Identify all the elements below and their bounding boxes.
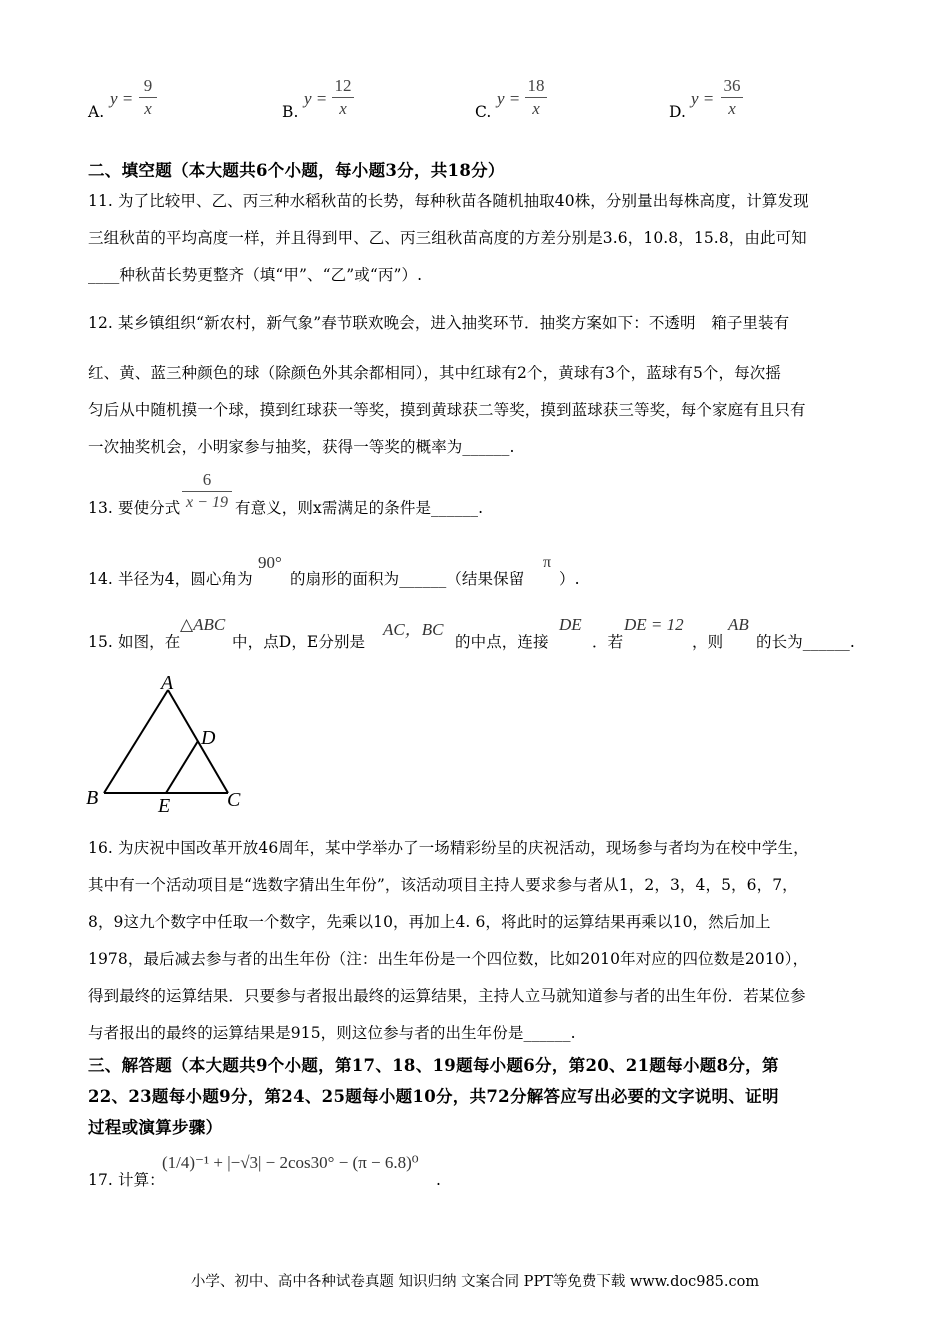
section-3-line-1: 三、解答题（本大题共9个小题，第17、18、19题每小题6分，第20、21题每小题8分，第 [88, 1056, 779, 1075]
q16-line-1: 16. 为庆祝中国改革开放46周年，某中学举办了一场精彩纷呈的庆祝活动，现场参与者均为在校中学生， [88, 839, 809, 857]
fraction-bar [525, 97, 547, 98]
option-c-denominator: x [532, 99, 540, 118]
q17-suffix: . [436, 1171, 442, 1189]
q16-line-3: 8，9这九个数字中任取一个数字，先乘以10，再加上4. 6，将此时的运算结果再乘以10，然后加上 [88, 913, 771, 931]
vertex-label-c: C [227, 789, 241, 811]
option-b-lhs: y = [304, 89, 328, 108]
option-d-numerator: 36 [723, 76, 741, 95]
q13-numerator: 6 [202, 470, 212, 489]
q15-condition: DE = 12 [624, 615, 684, 634]
option-a-fraction [139, 76, 157, 119]
q15-triangle: △ABC [180, 615, 226, 634]
q15-de: DE [559, 615, 582, 634]
q14-prefix: 14. 半径为4，圆心角为 [88, 570, 253, 588]
fraction-bar [332, 97, 354, 98]
fraction-bar [139, 97, 157, 98]
vertex-label-b: B [86, 787, 99, 809]
option-b-numerator: 12 [334, 76, 352, 95]
option-d-lhs: y = [691, 89, 715, 108]
q14-suffix: ）. [559, 570, 580, 588]
option-a-denominator: x [144, 99, 152, 118]
q11-line-3: ____种秋苗长势更整齐（填“甲”、“乙”或“丙”）. [88, 266, 423, 284]
option-b-fraction [332, 76, 354, 119]
q13-prefix: 13. 要使分式 [88, 499, 181, 517]
option-c-letter: C. [475, 103, 492, 121]
q12-line-1: 12. 某乡镇组织“新农村，新气象”春节联欢晚会，进入抽奖环节．抽奖方案如下：不透明 箱子里装有 [88, 314, 790, 332]
option-b-denominator: x [339, 99, 347, 118]
point-label-d: D [201, 727, 216, 749]
q16-line-6: 与者报出的最终的运算结果是915，则这位参与者的出生年份是______. [88, 1024, 576, 1042]
q12-line-3: 匀后从中随机摸一个球，摸到红球获一等奖，摸到黄球获二等奖，摸到蓝球获三等奖，每个家庭有且只有 [88, 401, 806, 419]
q14-pi: π [543, 554, 552, 571]
q15-text-3: 的中点，连接 [455, 633, 549, 651]
q11-line-2: 三组秋苗的平均高度一样，并且得到甲、乙、丙三组秋苗高度的方差分别是3.6，10.8，15.8，由此可知 [88, 229, 807, 247]
option-d-letter: D. [669, 103, 687, 121]
q14-angle: 90° [258, 553, 282, 572]
fraction-bar [721, 97, 743, 98]
q12-line-4: 一次抽奖机会，小明家参与抽奖，获得一等奖的概率为______. [88, 438, 515, 456]
point-label-e: E [158, 795, 171, 817]
section-2-heading: 二、填空题（本大题共6个小题，每小题3分，共18分） [88, 161, 505, 180]
option-c-lhs: y = [497, 89, 521, 108]
fraction-bar [182, 491, 232, 492]
q17-expression: (1/4)⁻¹ + |−√3| − 2cos30° − (π − 6.8)⁰ [162, 1153, 419, 1172]
q17-prefix: 17. 计算： [88, 1171, 165, 1189]
segment-de [166, 741, 198, 793]
q15-text-5: ，则 [692, 633, 724, 651]
section-3-line-2: 22、23题每小题9分，第24、25题每小题10分，共72分解答应写出必要的文字说明、证明 [88, 1087, 779, 1106]
option-a-numerator: 9 [143, 76, 153, 95]
q16-line-2: 其中有一个活动项目是“选数字猜出生年份”，该活动项目主持人要求参与者从1，2，3，4，5，6，7， [88, 876, 798, 894]
option-d-fraction [721, 76, 743, 119]
option-d-denominator: x [728, 99, 736, 118]
option-c-numerator: 18 [527, 76, 545, 95]
q15-text-1: 15. 如图，在 [88, 633, 181, 651]
option-b-letter: B. [282, 103, 299, 121]
option-a-letter: A. [88, 103, 105, 121]
q15-sides: AC，BC [383, 620, 444, 639]
q13-fraction [182, 470, 232, 513]
triangle-figure [80, 670, 260, 820]
q15-ab: AB [728, 615, 749, 634]
q16-line-5: 得到最终的运算结果．只要参与者报出最终的运算结果，主持人立马就知道参与者的出生年份．若某位参 [88, 987, 806, 1005]
option-a-lhs: y = [110, 89, 134, 108]
q15-text-2: 中，点D，E分别是 [232, 633, 366, 651]
side-ab [104, 690, 168, 793]
q13-denominator: x − 19 [186, 494, 228, 511]
option-c-fraction [525, 76, 547, 119]
q13-suffix: 有意义，则x需满足的条件是______. [235, 499, 484, 517]
q14-middle: 的扇形的面积为______（结果保留 [290, 570, 525, 588]
q15-text-6: 的长为______. [756, 633, 855, 651]
q15-text-4: ．若 [592, 633, 624, 651]
section-3-line-3: 过程或演算步骤） [88, 1118, 223, 1137]
page-footer: 小学、初中、高中各种试卷真题 知识归纳 文案合同 PPT等免费下载 www.doc985.com [190, 1274, 760, 1290]
q11-line-1: 11. 为了比较甲、乙、丙三种水稻秋苗的长势，每种秋苗各随机抽取40株，分别量出每株高度，计算发现 [88, 192, 809, 210]
q16-line-4: 1978，最后减去参与者的出生年份（注：出生年份是一个四位数，比如2010年对应的四位数是2010）， [88, 950, 809, 968]
vertex-label-a: A [161, 672, 174, 694]
q12-line-2: 红、黄、蓝三种颜色的球（除颜色外其余都相同），其中红球有2个，黄球有3个，蓝球有5个，每次摇 [88, 364, 781, 382]
